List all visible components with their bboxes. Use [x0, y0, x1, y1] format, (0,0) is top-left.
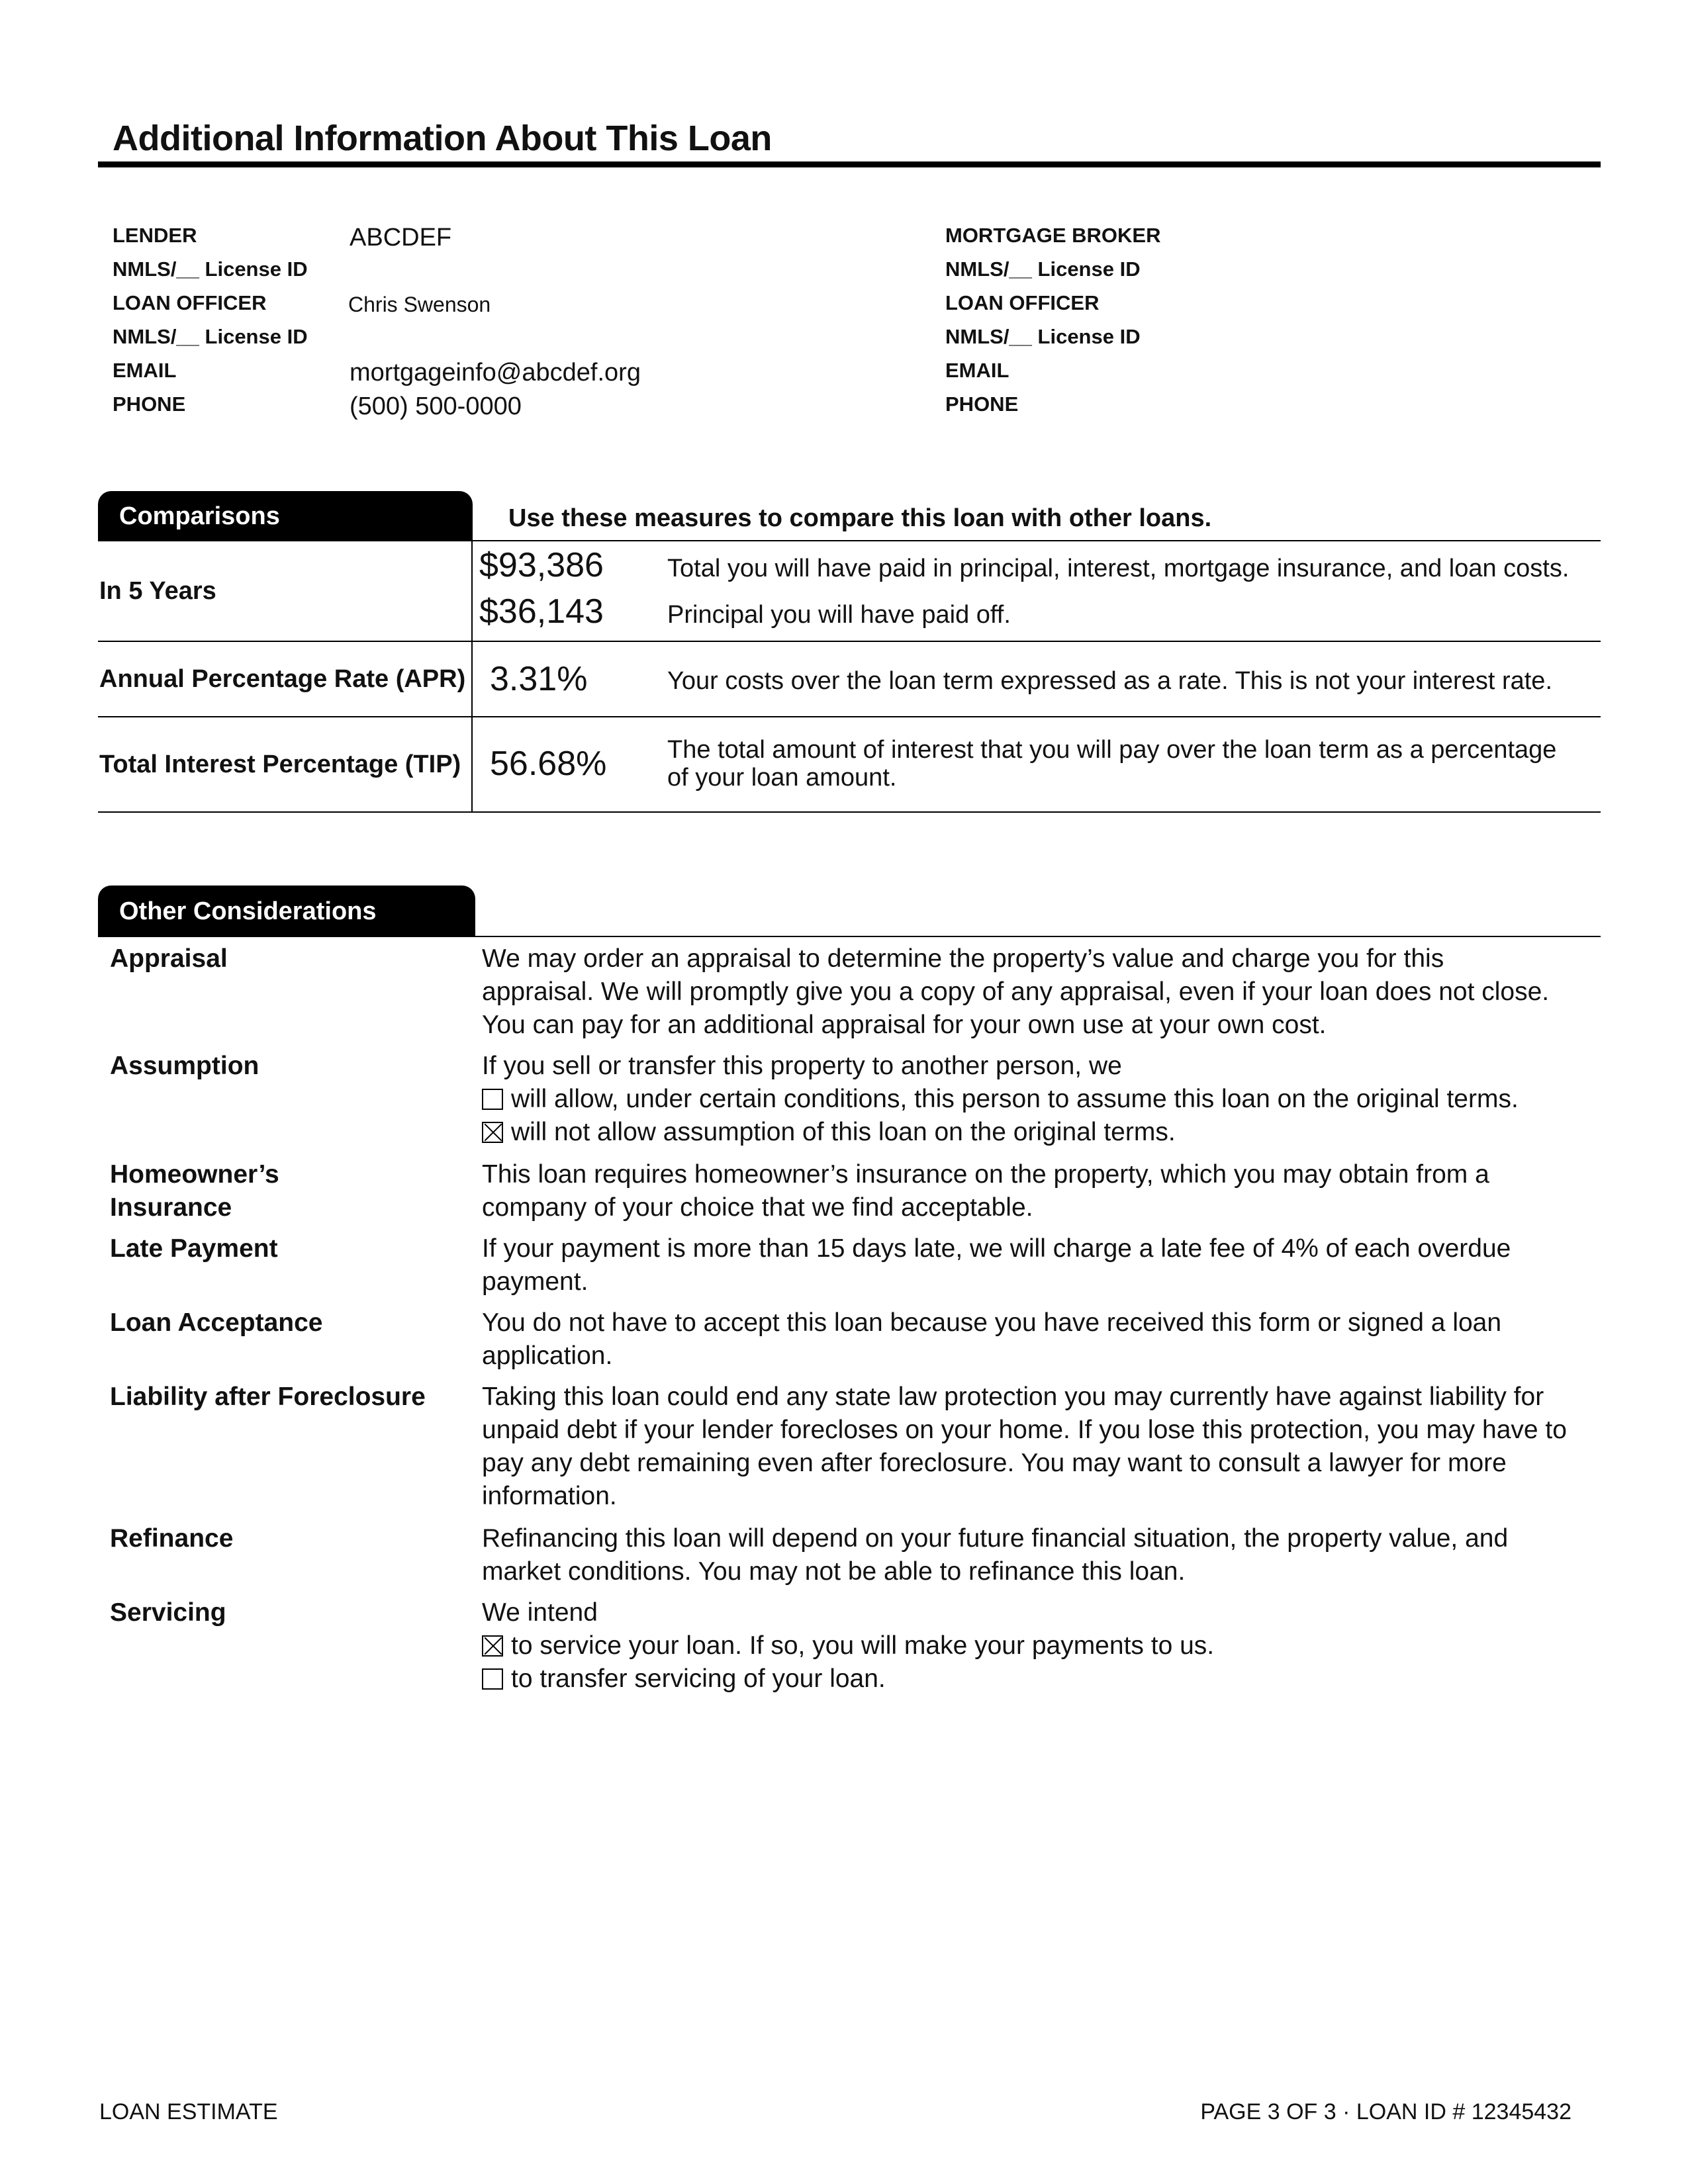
lender-nmls-label: NMLS/__ License ID: [113, 257, 308, 281]
comparisons-tab: Comparisons: [98, 491, 473, 541]
assumption-label: Assumption: [110, 1052, 259, 1080]
option-label: to transfer servicing of your loan.: [511, 1664, 886, 1693]
broker-nmls-label: NMLS/__ License ID: [945, 257, 1141, 281]
footer-form-name: LOAN ESTIMATE: [99, 2099, 278, 2124]
option-label: will allow, under certain conditions, this person to assume this loan on the original terms.: [511, 1085, 1519, 1113]
total-paid-desc: Total you will have paid in principal, interest, mortgage insurance, and loan costs.: [667, 555, 1570, 582]
text-line: company of your choice that we find acceptable.: [482, 1193, 1033, 1222]
broker-officer-label: LOAN OFFICER: [945, 291, 1100, 314]
servicing-label: Servicing: [110, 1598, 226, 1627]
checked-checkbox-icon[interactable]: [482, 1122, 503, 1143]
servicing-option-service[interactable]: [482, 1629, 1647, 1662]
text-line: You can pay for an additional appraisal for your own use at your own cost.: [482, 1011, 1327, 1039]
page-title: Additional Information About This Loan: [113, 118, 772, 158]
refinance-label: Refinance: [110, 1524, 234, 1553]
principal-paid-desc: Principal you will have paid off.: [667, 601, 1011, 629]
apr-label: Annual Percentage Rate (APR): [99, 664, 466, 693]
servicing-option-transfer[interactable]: [482, 1662, 1647, 1696]
loan-officer-label: LOAN OFFICER: [113, 291, 267, 314]
assumption-text: [482, 1050, 1647, 1149]
checked-checkbox-icon[interactable]: [482, 1635, 503, 1657]
text-line: unpaid debt if your lender forecloses on your home. If you lose this protection, you may have to: [482, 1416, 1567, 1444]
tip-value: 56.68%: [490, 745, 607, 783]
unchecked-checkbox-icon[interactable]: [482, 1668, 503, 1690]
late-payment-label: Late Payment: [110, 1234, 278, 1263]
in-5-years-label: In 5 Years: [99, 576, 216, 605]
appraisal-text: [482, 942, 1647, 1042]
text-line: We may order an appraisal to determine the property’s value and charge you for this: [482, 944, 1444, 973]
text-line: market conditions. You may not be able to refinance this loan.: [482, 1557, 1186, 1586]
tip-desc-line2: of your loan amount.: [667, 764, 897, 792]
option-label: to service your loan. If so, you will make your payments to us.: [511, 1631, 1215, 1660]
text-line: We intend: [482, 1598, 598, 1627]
lender-label: LENDER: [113, 224, 197, 247]
text-line: This loan requires homeowner’s insurance on the property, which you may obtain from a: [482, 1160, 1489, 1189]
officer-nmls-label: NMLS/__ License ID: [113, 325, 308, 348]
email-value: mortgageinfo@abcdef.org: [350, 359, 641, 387]
comparisons-header-rule: [473, 540, 1601, 541]
text-line: information.: [482, 1482, 617, 1510]
broker-phone-label: PHONE: [945, 392, 1019, 416]
tip-desc-line1: The total amount of interest that you will pay over the loan term as a percentage: [667, 736, 1557, 764]
servicing-text: [482, 1596, 1647, 1696]
text-line: Taking this loan could end any state law protection you may currently have against liability for: [482, 1383, 1544, 1411]
loan-acceptance-text: [482, 1306, 1647, 1373]
apr-value: 3.31%: [490, 660, 588, 698]
refinance-text: [482, 1522, 1647, 1588]
comparisons-column-divider: [471, 541, 473, 811]
total-paid-value: $93,386: [479, 546, 604, 584]
title-divider: [98, 161, 1601, 167]
text-line: payment.: [482, 1267, 588, 1296]
label-line: Insurance: [110, 1193, 232, 1222]
comparisons-intro: Use these measures to compare this loan with other loans.: [508, 504, 1212, 532]
option-label: will not allow assumption of this loan on the original terms.: [511, 1118, 1176, 1146]
apr-desc: Your costs over the loan term expressed as a rate. This is not your interest rate.: [667, 667, 1552, 695]
loan-acceptance-label: Loan Acceptance: [110, 1308, 323, 1337]
unchecked-checkbox-icon[interactable]: [482, 1089, 503, 1110]
phone-value: (500) 500-0000: [350, 392, 522, 420]
late-payment-text: [482, 1232, 1647, 1298]
text-line: If you sell or transfer this property to another person, we: [482, 1052, 1122, 1080]
text-line: Refinancing this loan will depend on your future financial situation, the property value, and: [482, 1524, 1509, 1553]
liability-text: [482, 1381, 1647, 1513]
insurance-label: [110, 1158, 279, 1224]
phone-label: PHONE: [113, 392, 186, 416]
email-label: EMAIL: [113, 359, 177, 382]
text-line: appraisal. We will promptly give you a copy of any appraisal, even if your loan does not close.: [482, 978, 1550, 1006]
lender-value: ABCDEF: [350, 224, 452, 251]
other-considerations-tab: Other Considerations: [98, 886, 475, 937]
broker-email-label: EMAIL: [945, 359, 1009, 382]
assumption-option-allow[interactable]: [482, 1083, 1647, 1116]
assumption-option-not-allow[interactable]: [482, 1116, 1647, 1149]
loan-officer-value: Chris Swenson: [348, 293, 491, 316]
tip-label: Total Interest Percentage (TIP): [99, 750, 461, 778]
text-line: If your payment is more than 15 days late, we will charge a late fee of 4% of each overdue: [482, 1234, 1511, 1263]
text-line: You do not have to accept this loan because you have received this form or signed a loan: [482, 1308, 1502, 1337]
text-line: pay any debt remaining even after foreclosure. You may want to consult a lawyer for more: [482, 1449, 1507, 1477]
broker-officer-nmls-label: NMLS/__ License ID: [945, 325, 1141, 348]
footer-page-info: PAGE 3 OF 3 · LOAN ID # 12345432: [1200, 2099, 1571, 2124]
insurance-text: [482, 1158, 1647, 1224]
other-header-rule: [475, 936, 1601, 937]
principal-paid-value: $36,143: [479, 592, 604, 631]
row-divider: [98, 811, 1601, 813]
broker-label: MORTGAGE BROKER: [945, 224, 1161, 247]
text-line: application.: [482, 1342, 613, 1370]
liability-label: Liability after Foreclosure: [110, 1383, 426, 1411]
label-line: Homeowner’s: [110, 1160, 279, 1189]
appraisal-label: Appraisal: [110, 944, 228, 973]
